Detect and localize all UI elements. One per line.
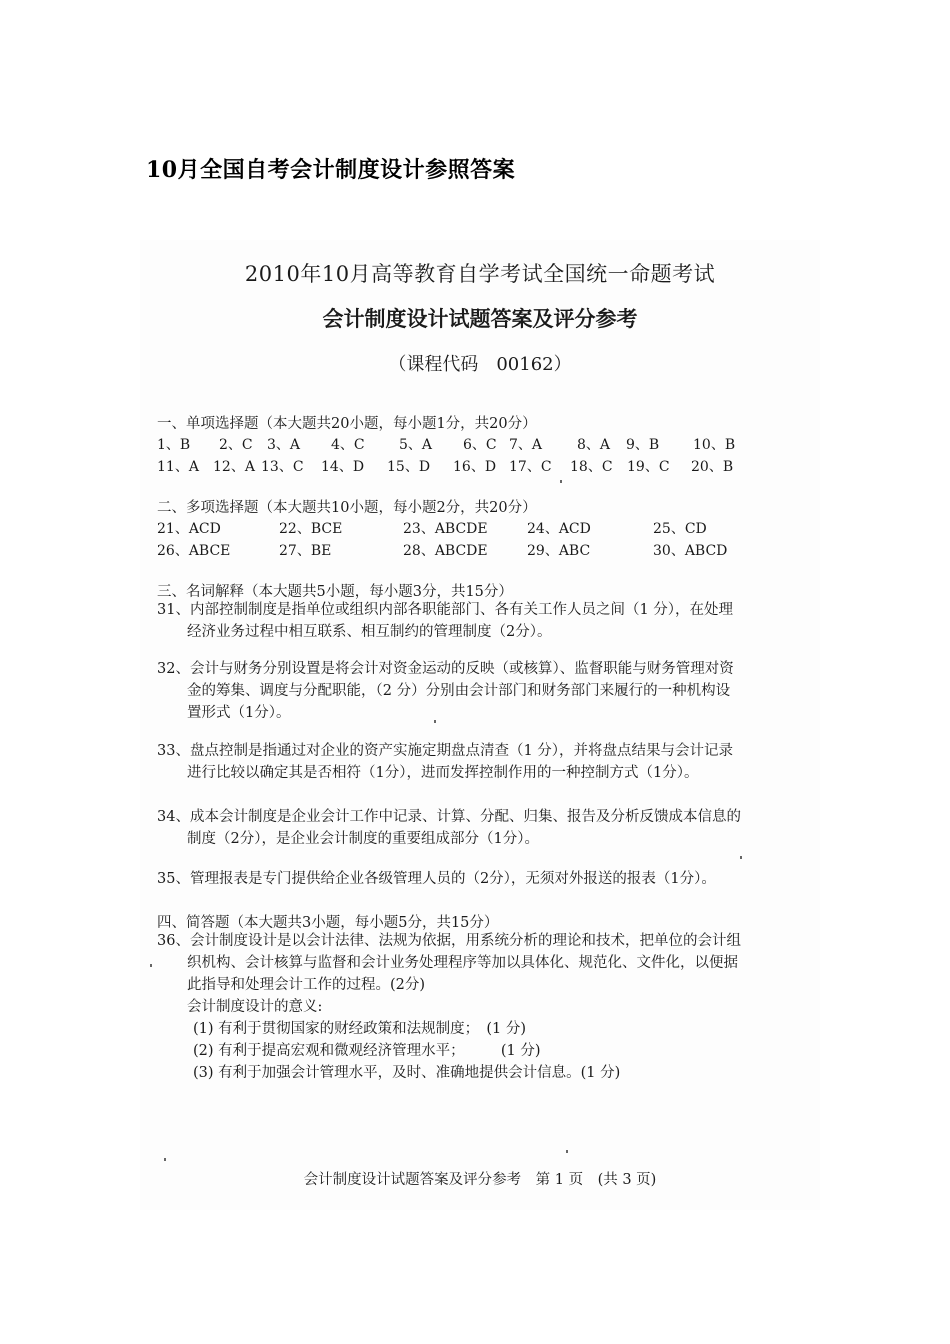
answer-item: 23、ABCDE [403,521,488,537]
answer-line: 35、管理报表是专门提供给企业各级管理人员的（2分），无须对外报送的报表（1分）。 [157,871,716,887]
scan-speck [566,1150,568,1153]
answer-line: 36、会计制度设计是以会计法律、法规为依据，用系统分析的理论和技术，把单位的会计组 [157,933,741,949]
answer-item: 11、A [157,459,199,475]
answer-item: 24、ACD [527,521,591,537]
answer-item: 16、D [453,459,497,475]
section-heading-short-answer: 四、简答题（本大题共3小题，每小题5分，共15分） [157,915,499,931]
scan-speck [164,1158,166,1161]
answer-item: 1、B [157,437,191,453]
answer-line: 33、盘点控制是指通过对企业的资产实施定期盘点清查（1 分），并将盘点结果与会计记录 [157,743,734,759]
answer-33 [157,740,777,784]
answer-row [157,456,797,478]
answer-36 [157,930,777,1084]
answer-row [157,434,797,456]
course-code: （课程代码 00162） [388,354,572,375]
answer-item: 28、ABCDE [403,543,488,559]
answer-item: 5、A [399,437,433,453]
answer-item: 14、D [321,459,365,475]
answer-line: 制度（2分），是企业会计制度的重要组成部分（1分）。 [187,831,539,847]
answer-item: 12、A [213,459,255,475]
answer-item: 27、BE [279,543,332,559]
answer-point: (2) 有利于提高宏观和微观经济管理水平； (1 分) [193,1043,541,1059]
scanned-answer-sheet [140,240,820,1210]
exam-title: 2010年10月高等教育自学考试全国统一命题考试 [244,262,716,286]
section-heading-multiple-choice: 二、多项选择题（本大题共10小题，每小题2分，共20分） [157,500,537,516]
answer-line: 金的筹集、调度与分配职能，（2 分）分别由会计部门和财务部门来履行的一种机构设 [187,683,731,699]
answer-line: 32、会计与财务分别设置是将会计对资金运动的反映（或核算）、监督职能与财务管理对资 [157,661,734,677]
section-heading-definitions: 三、名词解释（本大题共5小题，每小题3分，共15分） [157,584,513,600]
answer-34 [157,806,777,850]
answer-row [157,518,797,540]
page-footer: 会计制度设计试题答案及评分参考 第 1 页 (共 3 页) [303,1172,657,1188]
answer-item: 29、ABC [527,543,591,559]
answer-item: 21、ACD [157,521,221,537]
answer-item: 22、BCE [279,521,343,537]
answer-point: (3) 有利于加强会计管理水平，及时、准确地提供会计信息。(1 分) [193,1065,621,1081]
answer-line: 置形式（1分）。 [187,705,291,721]
answer-item: 19、C [627,459,670,475]
answer-line: 34、成本会计制度是企业会计工作中记录、计算、分配、归集、报告及分析反馈成本信息的 [157,809,741,825]
answer-item: 30、ABCD [653,543,728,559]
scan-speck [434,720,436,723]
answer-35 [157,868,777,890]
answer-line: 此指导和处理会计工作的过程。(2分) [187,977,426,993]
scan-speck [740,856,742,859]
exam-subtitle: 会计制度设计试题答案及评分参考 [322,306,638,331]
answer-item: 2、C [219,437,253,453]
answer-item: 7、A [509,437,543,453]
answer-item: 8、A [577,437,611,453]
answer-row [157,540,797,562]
answer-item: 3、A [267,437,301,453]
scan-speck [150,964,152,967]
document-title: 10月全国自考会计制度设计参照答案 [146,157,516,183]
answer-line: 31、内部控制制度是指单位或组织内部各职能部门、各有关工作人员之间（1 分），在处理 [157,602,734,618]
answer-item: 4、C [331,437,365,453]
answer-item: 17、C [509,459,552,475]
answer-item: 6、C [463,437,497,453]
answer-item: 20、B [691,459,734,475]
answer-item: 26、ABCE [157,543,231,559]
scan-speck [560,480,562,483]
answer-32 [157,658,777,724]
answer-31 [157,599,777,643]
answer-item: 18、C [570,459,613,475]
answer-item: 13、C [261,459,304,475]
answer-item: 15、D [387,459,431,475]
answer-line: 会计制度设计的意义: [187,999,323,1015]
answer-line: 经济业务过程中相互联系、相互制约的管理制度（2分）。 [187,624,552,640]
section-heading-single-choice: 一、单项选择题（本大题共20小题，每小题1分，共20分） [157,416,537,432]
answer-item: 10、B [693,437,736,453]
answer-line: 织机构、会计核算与监督和会计业务处理程序等加以具体化、规范化、文件化，以便据 [187,955,738,971]
answer-point: (1) 有利于贯彻国家的财经政策和法规制度； (1 分) [193,1021,527,1037]
answer-item: 9、B [626,437,660,453]
answer-line: 进行比较以确定其是否相符（1分），进而发挥控制作用的一种控制方式（1分）。 [187,765,699,781]
answer-item: 25、CD [653,521,707,537]
